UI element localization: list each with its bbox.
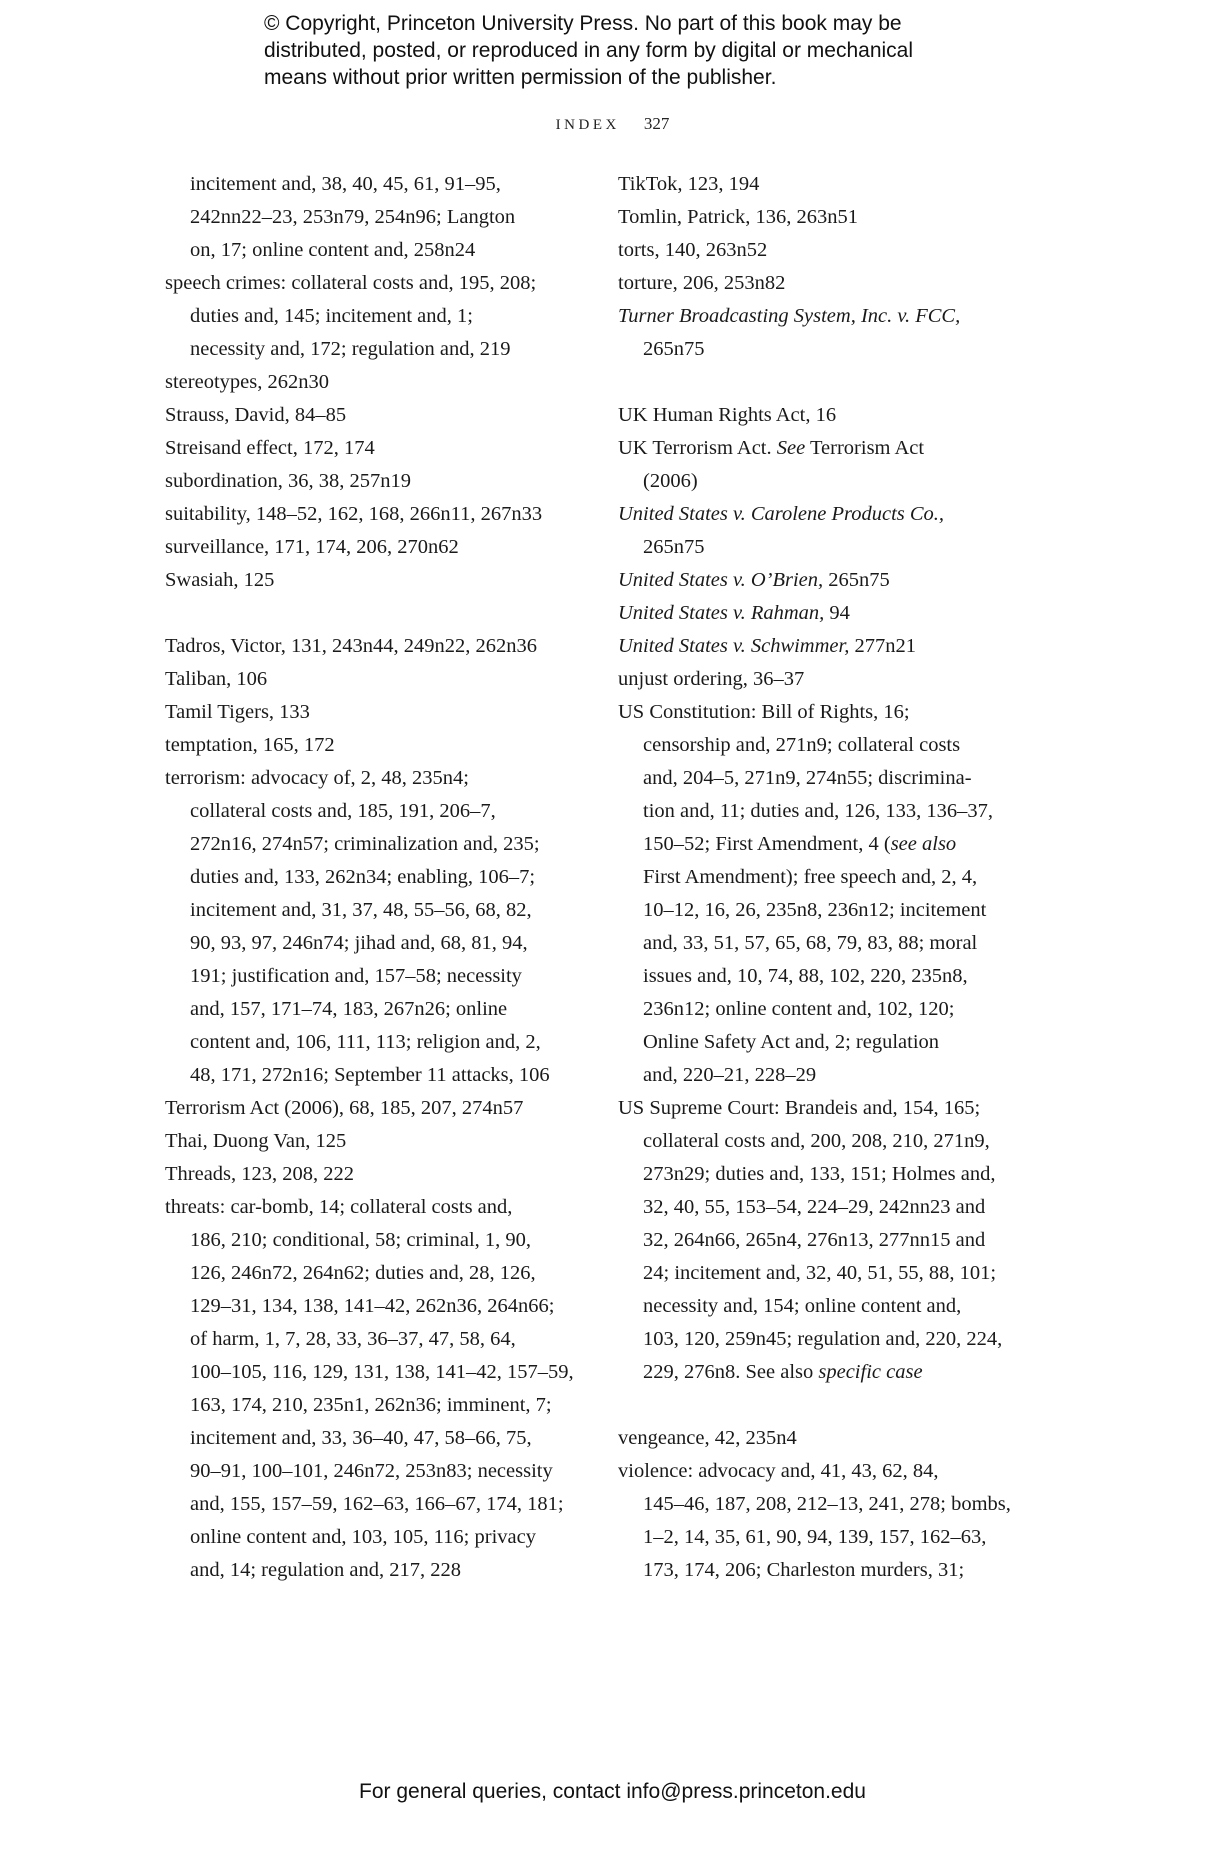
index-entry — [618, 201, 1011, 234]
index-entry — [618, 663, 1011, 696]
copyright-notice — [264, 10, 913, 91]
index-entry-line: 103, 120, 259n45; regulation and, 220, 224, — [643, 1328, 1003, 1350]
index-entry-line: Tamil Tigers, 133 — [165, 701, 310, 723]
index-entry-line: 126, 246n72, 264n62; duties and, 28, 126, — [190, 1262, 536, 1284]
index-entry-line: 32, 40, 55, 153–54, 224–29, 242nn23 and — [643, 1196, 986, 1218]
index-entry-line: 191; justification and, 157–58; necessity — [190, 965, 522, 987]
index-entry-line: unjust ordering, 36–37 — [618, 668, 805, 690]
index-entry — [618, 498, 1011, 564]
index-entry — [618, 300, 1011, 366]
index-entry-line: incitement and, 31, 37, 48, 55–56, 68, 82, — [190, 899, 532, 921]
italic-text: United States v. Schwimmer, — [618, 635, 850, 657]
index-entry-line: 272n16, 274n57; criminalization and, 235; — [190, 833, 540, 855]
index-entry — [165, 432, 574, 465]
index-column-right — [618, 168, 1011, 1587]
index-entry-line: 48, 171, 272n16; September 11 attacks, 106 — [190, 1064, 550, 1086]
index-entry-line: stereotypes, 262n30 — [165, 371, 329, 393]
index-entry-line: Thai, Duong Van, 125 — [165, 1130, 347, 1152]
italic-text: United States v. O’Brien, — [618, 569, 824, 591]
copyright-line: distributed, posted, or reproduced in any form by digital or mechanical — [264, 39, 914, 62]
index-entry — [618, 597, 1011, 630]
index-entry-line: and, 204–5, 271n9, 274n55; discrimina- — [643, 767, 972, 789]
index-entry-line: duties and, 145; incitement and, 1; — [190, 305, 473, 327]
index-entry — [618, 399, 1011, 432]
index-entry-line: 32, 264n66, 265n4, 276n13, 277nn15 and — [643, 1229, 986, 1251]
index-entry-line: of harm, 1, 7, 28, 33, 36–37, 47, 58, 64, — [190, 1328, 516, 1350]
text-segment: 229, 276n8. See also — [643, 1361, 819, 1383]
text-segment: 265n75 — [823, 569, 890, 591]
index-entry-line — [618, 564, 1011, 597]
index-entry-line: surveillance, 171, 174, 206, 270n62 — [165, 536, 459, 558]
index-entry-line: and, 157, 171–74, 183, 267n26; online — [190, 998, 508, 1020]
index-entry-line: 242nn22–23, 253n79, 254n96; Langton — [190, 206, 516, 228]
index-entry-line: 265n75 — [643, 338, 705, 360]
index-entry-line: and, 155, 157–59, 162–63, 166–67, 174, 181; — [190, 1493, 564, 1515]
index-entry-line: torts, 140, 263n52 — [618, 239, 768, 261]
page-number: 327 — [643, 114, 670, 133]
index-entry-line: violence: advocacy and, 41, 43, 62, 84, — [618, 1460, 939, 1482]
index-entry — [618, 432, 1011, 498]
index-entry-line: content and, 106, 111, 113; religion and, 2, — [190, 1031, 541, 1053]
index-entry-line: Online Safety Act and, 2; regulation — [643, 1031, 940, 1053]
text-segment: 150–52; First Amendment, 4 ( — [643, 833, 891, 855]
index-entry-line: Strauss, David, 84–85 — [165, 404, 347, 426]
index-entry-line: 145–46, 187, 208, 212–13, 241, 278; bombs, — [643, 1493, 1011, 1515]
index-entry-line — [618, 630, 1011, 663]
index-entry-line: US Constitution: Bill of Rights, 16; — [618, 701, 910, 723]
letter-group-gap — [618, 366, 1011, 399]
italic-text: See — [776, 437, 806, 459]
index-entry-line — [618, 498, 1011, 531]
copyright-line: © Copyright, Princeton University Press. No part of this book may be — [264, 12, 902, 35]
index-entry-line: torture, 206, 253n82 — [618, 272, 786, 294]
index-entry-line: and, 33, 51, 57, 65, 68, 79, 83, 88; moral — [643, 932, 978, 954]
index-entry — [618, 630, 1011, 663]
index-entry-line: Tadros, Victor, 131, 243n44, 249n22, 262n36 — [165, 635, 537, 657]
index-column-left — [165, 168, 574, 1587]
index-entry-line: vengeance, 42, 235n4 — [618, 1427, 797, 1449]
index-entry-line — [618, 597, 1011, 630]
index-entry-line: subordination, 36, 38, 257n19 — [165, 470, 411, 492]
index-entry-line: collateral costs and, 200, 208, 210, 271n9, — [643, 1130, 990, 1152]
index-entry-line: Streisand effect, 172, 174 — [165, 437, 375, 459]
index-entry — [618, 234, 1011, 267]
text-segment: Terrorism Act — [805, 437, 925, 459]
index-entry — [165, 1191, 574, 1587]
index-entry-line: and, 220–21, 228–29 — [643, 1064, 817, 1086]
index-entry-line: 163, 174, 210, 235n1, 262n36; imminent, 7; — [190, 1394, 552, 1416]
index-entry-line: tion and, 11; duties and, 126, 133, 136–37, — [643, 800, 993, 822]
italic-text: United States v. Rahman, — [618, 602, 825, 624]
index-entry-line: First Amendment); free speech and, 2, 4, — [643, 866, 978, 888]
index-entry-line — [618, 300, 1011, 333]
index-entry — [165, 366, 574, 399]
running-head — [0, 114, 1225, 134]
text-segment: UK Terrorism Act. — [618, 437, 777, 459]
italic-text: Turner Broadcasting System, Inc. v. FCC, — [618, 305, 961, 327]
index-entry-line: 186, 210; conditional, 58; criminal, 1, 90, — [190, 1229, 532, 1251]
index-entry-line: online content and, 103, 105, 116; privacy — [190, 1526, 536, 1548]
index-entry-line: incitement and, 33, 36–40, 47, 58–66, 75, — [190, 1427, 532, 1449]
index-entry — [165, 498, 574, 531]
index-entry-line: Taliban, 106 — [165, 668, 268, 690]
index-entry — [165, 1125, 574, 1158]
index-entry — [165, 399, 574, 432]
index-entry-line: 1–2, 14, 35, 61, 90, 94, 139, 157, 162–63, — [643, 1526, 987, 1548]
index-entry-line: 273n29; duties and, 133, 151; Holmes and, — [643, 1163, 996, 1185]
index-entry-line: temptation, 165, 172 — [165, 734, 335, 756]
index-entry — [165, 168, 574, 267]
index-entry — [165, 630, 574, 663]
index-entry-line: 24; incitement and, 32, 40, 51, 55, 88, 101; — [643, 1262, 997, 1284]
index-entry — [618, 564, 1011, 597]
index-entry-line: 265n75 — [643, 536, 705, 558]
index-entry-line — [618, 828, 1011, 861]
index-entry — [165, 696, 574, 729]
index-entry-line: necessity and, 172; regulation and, 219 — [190, 338, 511, 360]
index-entry-line: 10–12, 16, 26, 235n8, 236n12; incitement — [643, 899, 987, 921]
copyright-line: means without prior written permission of the publisher. — [264, 66, 777, 89]
italic-text: see also — [890, 833, 957, 855]
italic-text: specific case — [818, 1361, 923, 1383]
index-entry — [618, 1455, 1011, 1587]
index-entry-line: and, 14; regulation and, 217, 228 — [190, 1559, 462, 1581]
index-entry — [165, 267, 574, 366]
index-entry-line: US Supreme Court: Brandeis and, 154, 165; — [618, 1097, 981, 1119]
letter-group-gap — [618, 1389, 1011, 1422]
index-entry — [618, 696, 1011, 1092]
index-entry-line: censorship and, 271n9; collateral costs — [643, 734, 961, 756]
index-entry-line: Tomlin, Patrick, 136, 263n51 — [618, 206, 858, 228]
index-entry-line: 90–91, 100–101, 246n72, 253n83; necessity — [190, 1460, 553, 1482]
index-entry-line: 173, 174, 206; Charleston murders, 31; — [643, 1559, 965, 1581]
index-entry-line: UK Human Rights Act, 16 — [618, 404, 837, 426]
index-entry — [165, 1158, 574, 1191]
index-entry-line: Terrorism Act (2006), 68, 185, 207, 274n57 — [165, 1097, 524, 1119]
index-entry — [165, 465, 574, 498]
text-segment: 94 — [824, 602, 850, 624]
index-entry — [618, 267, 1011, 300]
index-entry-line: (2006) — [643, 470, 698, 492]
index-entry-line: on, 17; online content and, 258n24 — [190, 239, 476, 261]
index-entry-line: issues and, 10, 74, 88, 102, 220, 235n8, — [643, 965, 968, 987]
index-entry — [618, 168, 1011, 201]
section-title: INDEX — [555, 117, 620, 133]
italic-text: United States v. Carolene Products Co., — [618, 503, 945, 525]
index-entry-line: 90, 93, 97, 246n74; jihad and, 68, 81, 94, — [190, 932, 528, 954]
index-entry — [165, 531, 574, 564]
index-entry-line: threats: car-bomb, 14; collateral costs and, — [165, 1196, 513, 1218]
index-entry-line: terrorism: advocacy of, 2, 48, 235n4; — [165, 767, 470, 789]
index-entry-line — [618, 432, 1011, 465]
letter-group-gap — [165, 597, 574, 630]
index-entry-line — [618, 1356, 1011, 1389]
index-entry — [165, 663, 574, 696]
index-entry-line: 236n12; online content and, 102, 120; — [643, 998, 955, 1020]
index-entry — [165, 564, 574, 597]
index-entry-line: collateral costs and, 185, 191, 206–7, — [190, 800, 496, 822]
index-entry-line: incitement and, 38, 40, 45, 61, 91–95, — [190, 173, 501, 195]
index-entry — [165, 729, 574, 762]
index-entry — [165, 1092, 574, 1125]
index-entry — [618, 1422, 1011, 1455]
index-entry-line: Swasiah, 125 — [165, 569, 275, 591]
index-entry-line: suitability, 148–52, 162, 168, 266n11, 267n33 — [165, 503, 543, 525]
index-entry — [165, 762, 574, 1092]
index-entry-line: TikTok, 123, 194 — [618, 173, 760, 195]
index-entry-line: 100–105, 116, 129, 131, 138, 141–42, 157–59, — [190, 1361, 574, 1383]
footer-contact: For general queries, contact info@press.princeton.edu — [359, 1780, 866, 1803]
index-entry-line: speech crimes: collateral costs and, 195, 208; — [165, 272, 537, 294]
index-entry-line: 129–31, 134, 138, 141–42, 262n36, 264n66; — [190, 1295, 555, 1317]
index-entry-line: necessity and, 154; online content and, — [643, 1295, 962, 1317]
index-entry-line: Threads, 123, 208, 222 — [165, 1163, 355, 1185]
index-entry — [618, 1092, 1011, 1389]
index-entry-line: duties and, 133, 262n34; enabling, 106–7; — [190, 866, 536, 888]
text-segment: 277n21 — [849, 635, 916, 657]
